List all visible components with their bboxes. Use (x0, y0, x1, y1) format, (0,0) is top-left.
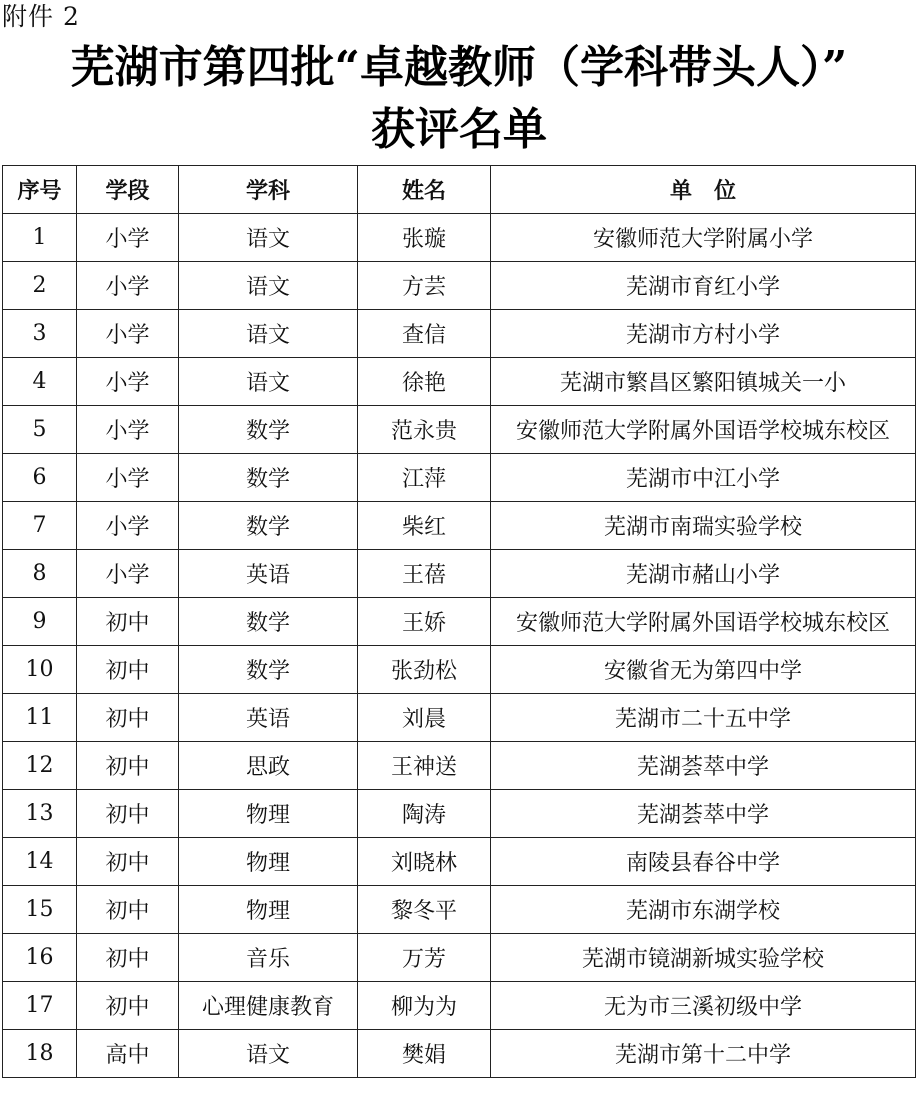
cell-name: 江萍 (358, 454, 491, 502)
cell-level: 高中 (77, 1030, 179, 1078)
cell-level: 小学 (77, 214, 179, 262)
document-title: 芜湖市第四批“卓越教师（学科带头人）” (70, 42, 848, 93)
cell-unit: 安徽师范大学附属外国语学校城东校区 (491, 406, 916, 454)
cell-subject: 语文 (179, 358, 358, 406)
table-row (3, 982, 916, 1030)
cell-index: 17 (3, 982, 77, 1030)
cell-subject: 语文 (179, 310, 358, 358)
table-row (3, 934, 916, 982)
table-row (3, 694, 916, 742)
cell-unit: 芜湖市育红小学 (491, 262, 916, 310)
table-row (3, 454, 916, 502)
table-body (3, 214, 916, 1078)
cell-name: 刘晨 (358, 694, 491, 742)
header-subject: 学科 (179, 166, 358, 214)
cell-subject: 英语 (179, 550, 358, 598)
header-index: 序号 (3, 166, 77, 214)
cell-name: 黎冬平 (358, 886, 491, 934)
cell-level: 小学 (77, 262, 179, 310)
cell-index: 1 (3, 214, 77, 262)
cell-unit: 芜湖市二十五中学 (491, 694, 916, 742)
cell-level: 小学 (77, 454, 179, 502)
cell-unit: 安徽师范大学附属外国语学校城东校区 (491, 598, 916, 646)
cell-subject: 数学 (179, 598, 358, 646)
cell-index: 2 (3, 262, 77, 310)
cell-name: 刘晓林 (358, 838, 491, 886)
cell-level: 初中 (77, 742, 179, 790)
cell-index: 14 (3, 838, 77, 886)
cell-name: 查信 (358, 310, 491, 358)
cell-unit: 安徽省无为第四中学 (491, 646, 916, 694)
cell-level: 初中 (77, 982, 179, 1030)
table-row (3, 742, 916, 790)
cell-subject: 语文 (179, 262, 358, 310)
header-name: 姓名 (358, 166, 491, 214)
cell-subject: 英语 (179, 694, 358, 742)
cell-index: 10 (3, 646, 77, 694)
cell-unit: 安徽师范大学附属小学 (491, 214, 916, 262)
cell-index: 18 (3, 1030, 77, 1078)
cell-index: 8 (3, 550, 77, 598)
cell-name: 王娇 (358, 598, 491, 646)
cell-subject: 思政 (179, 742, 358, 790)
table-row (3, 358, 916, 406)
cell-index: 5 (3, 406, 77, 454)
cell-name: 柴红 (358, 502, 491, 550)
cell-unit: 无为市三溪初级中学 (491, 982, 916, 1030)
cell-unit: 芜湖市东湖学校 (491, 886, 916, 934)
cell-unit: 南陵县春谷中学 (491, 838, 916, 886)
table-row (3, 790, 916, 838)
cell-unit: 芜湖荟萃中学 (491, 790, 916, 838)
cell-level: 小学 (77, 550, 179, 598)
cell-name: 张劲松 (358, 646, 491, 694)
table-row (3, 310, 916, 358)
table-row (3, 502, 916, 550)
table-row (3, 262, 916, 310)
cell-index: 6 (3, 454, 77, 502)
cell-level: 小学 (77, 358, 179, 406)
table-row (3, 406, 916, 454)
cell-unit: 芜湖市中江小学 (491, 454, 916, 502)
cell-level: 初中 (77, 790, 179, 838)
cell-index: 13 (3, 790, 77, 838)
cell-subject: 数学 (179, 406, 358, 454)
table-row (3, 1030, 916, 1078)
cell-unit: 芜湖市第十二中学 (491, 1030, 916, 1078)
header-unit: 单 位 (491, 166, 916, 214)
cell-name: 范永贵 (358, 406, 491, 454)
cell-level: 小学 (77, 310, 179, 358)
cell-index: 16 (3, 934, 77, 982)
cell-unit: 芜湖市南瑞实验学校 (491, 502, 916, 550)
cell-subject: 语文 (179, 214, 358, 262)
cell-subject: 物理 (179, 838, 358, 886)
cell-name: 王神送 (358, 742, 491, 790)
cell-level: 初中 (77, 694, 179, 742)
table-row (3, 838, 916, 886)
attachment-label: 附件 2 (2, 2, 80, 31)
cell-index: 3 (3, 310, 77, 358)
cell-unit: 芜湖市方村小学 (491, 310, 916, 358)
table-row (3, 886, 916, 934)
cell-subject: 心理健康教育 (179, 982, 358, 1030)
teacher-roster-table (2, 165, 916, 1078)
cell-subject: 物理 (179, 790, 358, 838)
cell-level: 小学 (77, 502, 179, 550)
cell-index: 4 (3, 358, 77, 406)
cell-subject: 数学 (179, 454, 358, 502)
cell-level: 初中 (77, 598, 179, 646)
cell-subject: 物理 (179, 886, 358, 934)
cell-index: 9 (3, 598, 77, 646)
cell-unit: 芜湖市繁昌区繁阳镇城关一小 (491, 358, 916, 406)
table-row (3, 214, 916, 262)
cell-index: 11 (3, 694, 77, 742)
cell-subject: 语文 (179, 1030, 358, 1078)
cell-name: 柳为为 (358, 982, 491, 1030)
table-row (3, 598, 916, 646)
cell-name: 张璇 (358, 214, 491, 262)
header-level: 学段 (77, 166, 179, 214)
cell-level: 小学 (77, 406, 179, 454)
table-row (3, 646, 916, 694)
cell-level: 初中 (77, 838, 179, 886)
cell-level: 初中 (77, 934, 179, 982)
cell-name: 万芳 (358, 934, 491, 982)
document-title-line2: 获评名单 (371, 104, 547, 155)
cell-subject: 音乐 (179, 934, 358, 982)
cell-name: 徐艳 (358, 358, 491, 406)
table-row (3, 550, 916, 598)
cell-subject: 数学 (179, 646, 358, 694)
table-header (3, 166, 916, 214)
cell-unit: 芜湖市赭山小学 (491, 550, 916, 598)
cell-index: 15 (3, 886, 77, 934)
cell-level: 初中 (77, 886, 179, 934)
header-row (3, 166, 916, 214)
cell-unit: 芜湖市镜湖新城实验学校 (491, 934, 916, 982)
cell-index: 12 (3, 742, 77, 790)
cell-level: 初中 (77, 646, 179, 694)
cell-index: 7 (3, 502, 77, 550)
cell-name: 王蓓 (358, 550, 491, 598)
cell-name: 樊娟 (358, 1030, 491, 1078)
cell-name: 方芸 (358, 262, 491, 310)
cell-subject: 数学 (179, 502, 358, 550)
cell-unit: 芜湖荟萃中学 (491, 742, 916, 790)
cell-name: 陶涛 (358, 790, 491, 838)
